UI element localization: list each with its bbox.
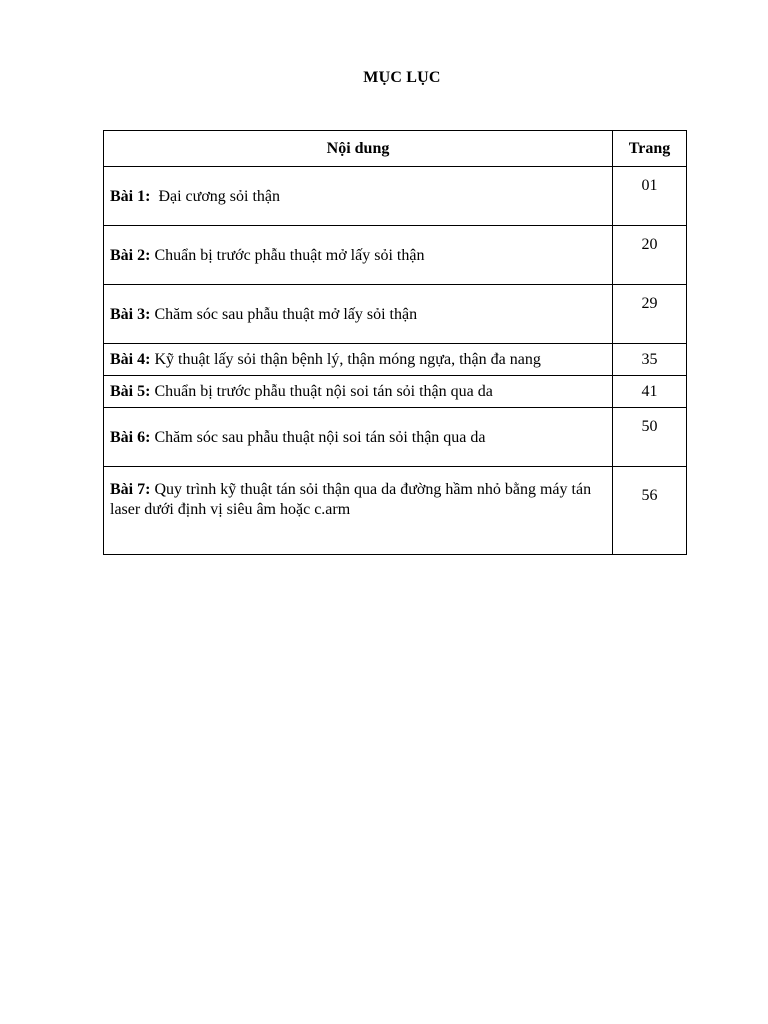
- table-row: [104, 167, 687, 226]
- page-number: 50: [613, 408, 687, 467]
- table-row: [104, 408, 687, 467]
- table-row: [104, 344, 687, 376]
- lesson-number: Bài 6:: [110, 429, 151, 446]
- page-column-header: Trang: [613, 131, 687, 167]
- lesson-title: Kỹ thuật lấy sỏi thận bệnh lý, thận móng ngựa, thận đa nang: [154, 350, 541, 368]
- lesson-number: Bài 4:: [110, 350, 151, 368]
- lesson-number: Bài 5:: [110, 382, 151, 400]
- lesson-title: Chăm sóc sau phẫu thuật nội soi tán sỏi thận qua da: [154, 429, 486, 446]
- page-number: 35: [613, 344, 687, 376]
- page-number: 20: [613, 226, 687, 285]
- table-row: [104, 467, 687, 555]
- lesson-number: Bài 7:: [110, 481, 151, 498]
- lesson-number: Bài 1:: [110, 188, 151, 205]
- lesson-title: Chuẩn bị trước phẫu thuật nội soi tán sỏi thận qua da: [154, 382, 493, 400]
- lesson-cell: [104, 467, 613, 555]
- page-number: 01: [613, 167, 687, 226]
- lesson-cell: [104, 408, 613, 467]
- page-number: 41: [613, 376, 687, 408]
- lesson-title: Quy trình kỹ thuật tán sỏi thận qua da đường hầm nhỏ bằng máy tán laser dưới định vị siêu âm hoặc c.arm: [110, 481, 592, 518]
- lesson-number: Bài 3:: [110, 306, 151, 323]
- table-row: [104, 226, 687, 285]
- lesson-cell: [104, 226, 613, 285]
- table-row: [104, 285, 687, 344]
- content-column-header: Nội dung: [104, 131, 613, 167]
- lesson-number: Bài 2:: [110, 247, 151, 264]
- lesson-title: Chuẩn bị trước phẫu thuật mở lấy sỏi thận: [154, 247, 425, 264]
- lesson-title: Đại cương sỏi thận: [158, 188, 281, 205]
- page-number: 56: [613, 467, 687, 555]
- lesson-cell: [104, 344, 613, 376]
- lesson-title: Chăm sóc sau phẫu thuật mở lấy sỏi thận: [154, 306, 418, 323]
- lesson-cell: [104, 285, 613, 344]
- lesson-cell: [104, 376, 613, 408]
- page-title: MỤC LỤC: [363, 69, 441, 86]
- table-of-contents: [103, 130, 687, 555]
- page-number: 29: [613, 285, 687, 344]
- lesson-cell: [104, 167, 613, 226]
- table-header-row: [104, 131, 687, 167]
- table-row: [104, 376, 687, 408]
